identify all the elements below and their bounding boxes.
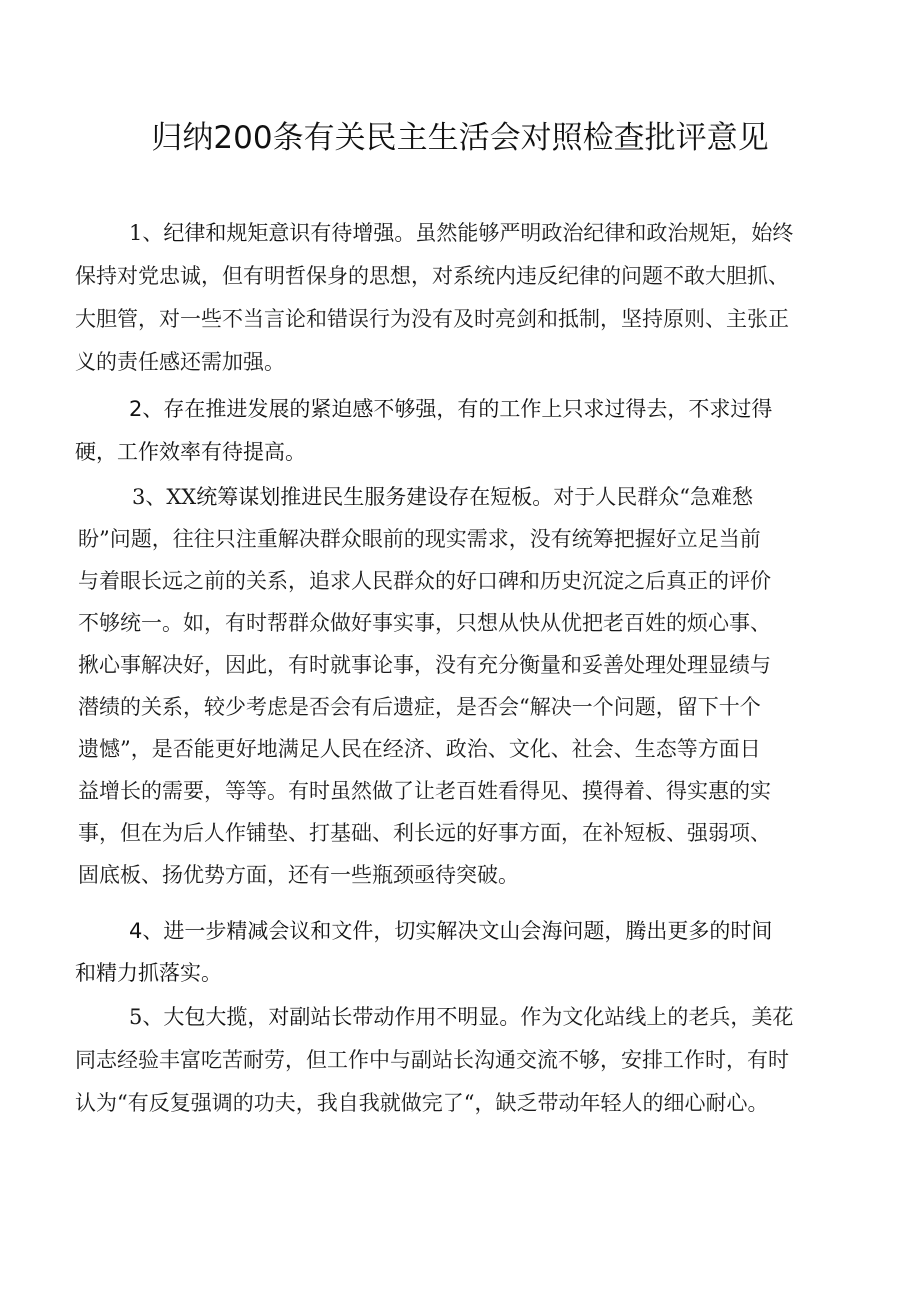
- item-4-line-1: 4、进一步精减会议和文件，切实解决文山会海问题，腾出更多的时间: [129, 919, 773, 943]
- item-3-text: 对于人民群众“急难愁: [553, 485, 754, 509]
- item-2-line-2: 硬，工作效率有待提高。: [75, 440, 306, 464]
- item-4-line-2: 和精力抓落实。: [75, 961, 222, 985]
- item-3-line-10: 固底板、扬优势方面，还有一些瓶颈亟待突破。: [78, 863, 519, 887]
- item-1-line-2: 保持对党忠诚，但有明哲保身的思想，对系统内违反纪律的问题不敢大胆抓、: [75, 264, 789, 288]
- item-3-line-5: 揪心事解决好，因此，有时就事论事，没有充分衡量和妥善处理处理显绩与: [78, 653, 771, 677]
- item-3-line-1: [132, 477, 753, 517]
- item-1-text: 虽然能够严明政治纪律和政治规矩，始终: [415, 221, 794, 245]
- item-3-line-6: 潜绩的关系，较少考虑是否会有后遗症，是否会“解决一个问题，留下十个: [78, 695, 761, 719]
- item-3-line-8: 益增长的需要，等等。有时虽然做了让老百姓看得见、摸得着、得实惠的实: [78, 779, 771, 803]
- item-1-line-3: 大胆管，对一些不当言论和错误行为没有及时亮剑和抵制，坚持原则、主张正: [75, 307, 789, 331]
- item-3-heading: 统筹谋划推进民生服务建设存在短板。: [196, 485, 554, 509]
- item-5-line-1: [129, 997, 793, 1037]
- item-3-line-3: 与着眼长远之前的关系，追求人民群众的好口碑和历史沉淀之后真正的评价: [78, 569, 771, 593]
- item-3-line-2: 盼”问题，往往只注重解决群众眼前的现实需求，没有统筹把握好立足当前: [78, 527, 761, 551]
- item-5-heading: 大包大揽，对副站长带动作用不明显。: [163, 1005, 521, 1029]
- item-1-heading: 纪律和规矩意识有待增强。: [163, 221, 416, 245]
- item-5-text: 作为文化站线上的老兵，美花: [520, 1005, 794, 1029]
- item-1-line-1: [129, 213, 793, 253]
- item-5-line-2: 同志经验丰富吃苦耐劳，但工作中与副站长沟通交流不够，安排工作时，有时: [75, 1048, 789, 1072]
- item-5-line-3: 认为“有反复强调的功夫，我自我就做完了“，缺乏带动年轻人的细心耐心。: [75, 1091, 769, 1115]
- item-3-line-7: 遗憾”，是否能更好地满足人民在经济、政治、文化、社会、生态等方面日: [78, 737, 761, 761]
- item-3-line-4: 不够统一。如，有时帮群众做好事实事，只想从快从优把老百姓的烦心事、: [78, 611, 771, 635]
- item-3-line-9: 事，但在为后人作铺垫、打基础、利长远的好事方面，在补短板、强弱项、: [78, 821, 771, 845]
- document-title: 归纳200条有关民主生活会对照检查批评意见: [151, 120, 769, 156]
- item-5-number: 5、: [129, 1005, 164, 1029]
- item-1-line-4: 义的责任感还需加强。: [75, 350, 285, 374]
- item-3-number: 3、XX: [132, 485, 197, 509]
- item-2-line-1: 2、存在推进发展的紧迫感不够强，有的工作上只求过得去，不求过得: [129, 397, 773, 421]
- item-1-number: 1、: [129, 221, 164, 245]
